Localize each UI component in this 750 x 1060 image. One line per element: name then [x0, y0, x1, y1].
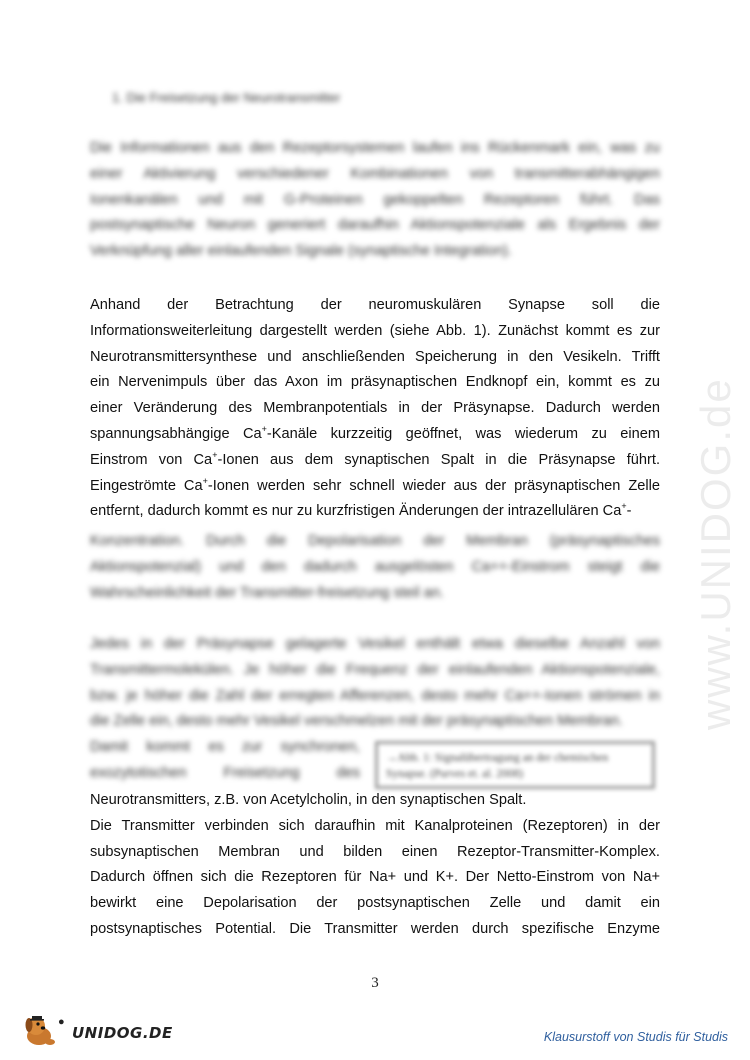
text-line: Ionenkanälen und mit G-Proteinen gekoppelten Rezeptoren führt. Das: [90, 191, 660, 208]
unidog-logo[interactable]: [22, 1012, 172, 1048]
text-line: Transmittermolekülen. Je höher die Frequenz der einlaufenden Aktionspotenziale,: [90, 661, 660, 678]
paragraph-neuromuscular-synapse: [90, 293, 660, 525]
paragraph-transmitter-release: [90, 788, 660, 943]
text-line: Informationsweiterleitung dargestellt werden (siehe Abb. 1). Zunächst kommt es zur: [90, 322, 660, 339]
page-number: 3: [371, 975, 379, 991]
text-line: exozytotischen Freisetzung des: [90, 764, 360, 781]
text-line: Die Transmitter verbinden sich daraufhin mit Kanalproteinen (Rezeptoren) in der: [90, 817, 660, 834]
text-line: Verknüpfung aller einlaufenden Signale (synaptische Integration).: [90, 243, 512, 260]
paw-icon: ●: [58, 1016, 65, 1028]
text-line: die Zelle ein, desto mehr Vesikel verschmelzen mit der präsynaptischen Membran.: [90, 713, 623, 730]
text-line: Konzentration. Durch die Depolarisation der Membran (präsynaptisches: [90, 533, 660, 549]
footer-tagline: Klausurstoff von Studis für Studis: [543, 1030, 728, 1044]
text-line: bzw. je höher die Zahl der erregten Afferenzen, desto mehr Ca++-Ionen strömen in: [90, 687, 660, 704]
text-line: ein Nervenimpuls über das Axon im präsynaptischen Endknopf ein, kommt es zu: [90, 374, 660, 391]
text-line: Anhand der Betrachtung der neuromuskulären Synapse soll die: [90, 297, 660, 313]
text-line: postsynaptische Neuron generiert daraufhin Aktionspotenziale als Ergebnis der: [90, 217, 660, 234]
figure-caption-box: →Abb. 1: Signalübertragung an der chemischen Synapse. (Purves et. al. 2008): [375, 741, 655, 789]
text-line: spannungsabhängige Ca+-Kanäle kurzzeitig geöffnet, was wiederum zu einem: [90, 424, 661, 442]
text-line: Die Informationen aus den Rezeptorsystemen laufen ins Rückenmark ein, was zu: [90, 140, 660, 156]
text-line: Dadurch öffnen sich die Rezeptoren für Na+ und K+. Der Netto-Einstrom von Na+: [90, 869, 660, 886]
text-line: Aktionspotenzial) und den dadurch ausgelösten Ca++-Einstrom steigt die: [90, 558, 660, 575]
text-line: entfernt, dadurch kommt es nur zu kurzfristigen Änderungen der intrazellulären Ca+-: [90, 501, 632, 520]
text-line: Eingeströmte Ca+-Ionen werden sehr schnell wieder aus der präsynaptischen Zelle: [90, 475, 660, 494]
blurred-paragraph-1: [90, 136, 660, 265]
text-line: einer Aktivierung verschiedener Kombinationen von transmitterabhängigen: [90, 165, 660, 182]
text-line: Neurotransmitters, z.B. von Acetylcholin, in den synaptischen Spalt.: [90, 792, 527, 808]
watermark: www.UNIDOG.de: [692, 377, 739, 730]
text-line: Damit kommt es zur synchronen,: [90, 739, 360, 756]
blurred-paragraph-2: [90, 529, 660, 606]
text-line: Einstrom von Ca+-Ionen aus dem synaptischen Spalt in die Präsynapse führt.: [90, 449, 661, 468]
text-line: Neurotransmittersynthese und anschließenden Speicherung in den Vesikeln. Trifft: [90, 348, 660, 365]
text-line: einer Veränderung des Membranpotentials in der Präsynapse. Dadurch werden: [90, 400, 660, 417]
text-line: subsynaptischen Membran und bilden einen Rezeptor-Transmitter-Komplex.: [90, 843, 660, 860]
text-line: Jedes in der Präsynapse gelagerte Vesikel enthält etwa dieselbe Anzahl von: [90, 636, 660, 652]
logo-text: UNIDOG.DE: [72, 1024, 173, 1042]
text-line: Wahrscheinlichkeit der Transmitter-freisetzung steil an.: [90, 584, 444, 601]
dog-mascot-icon: [22, 1012, 58, 1048]
text-line: postsynaptisches Potential. Die Transmitter werden durch spezifische Enzyme: [90, 920, 660, 937]
section-heading: 1. Die Freisetzung der Neurotransmitter: [112, 90, 341, 105]
text-line: bewirkt eine Depolarisation der postsynaptischen Zelle und damit ein: [90, 895, 660, 912]
